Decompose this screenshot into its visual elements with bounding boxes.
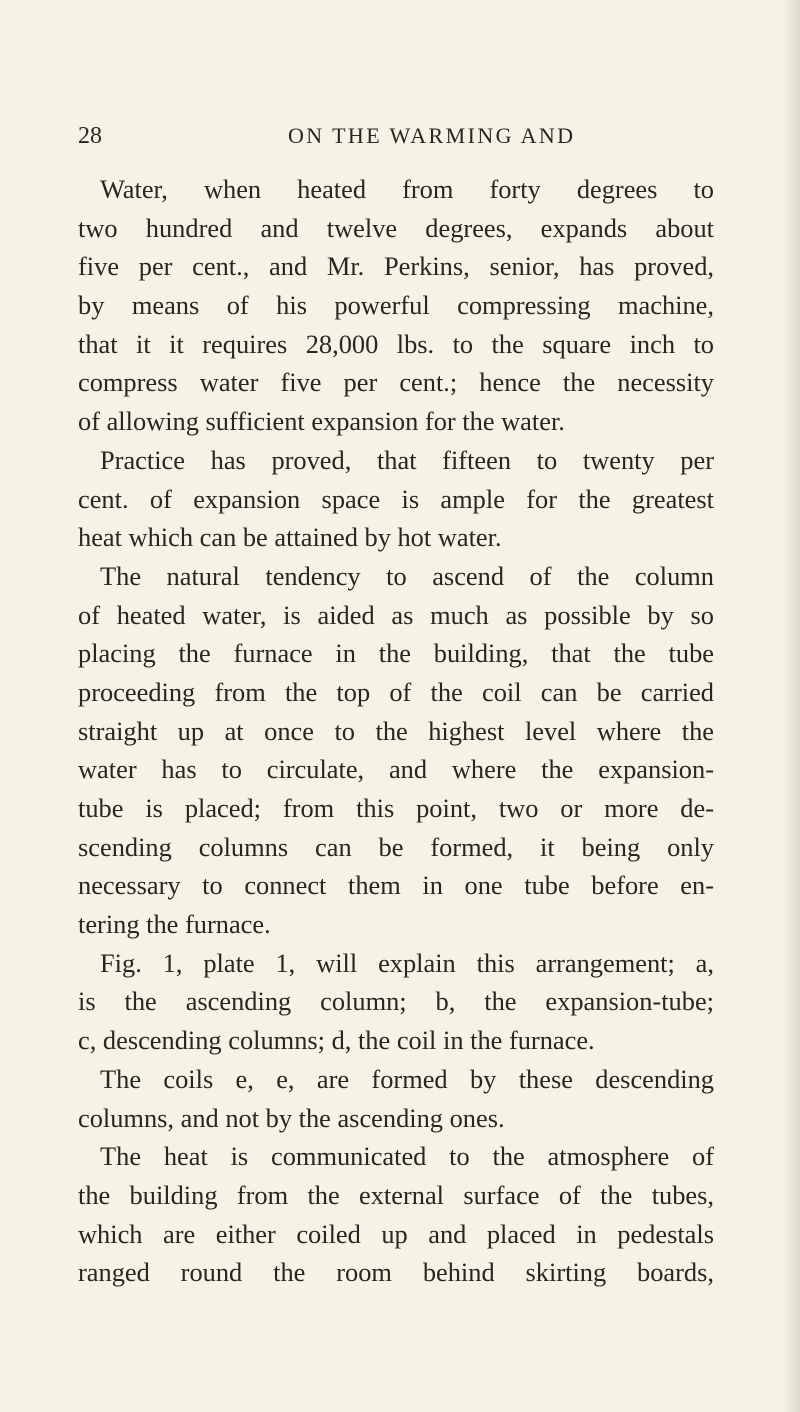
page-number: 28 (78, 123, 102, 149)
text-line: placing the furnace in the building, that the tube (78, 638, 714, 669)
text-line: The coils e, e, are formed by these descending (100, 1063, 714, 1094)
text-line: The natural tendency to ascend of the column (100, 560, 714, 591)
header-title: ON THE WARMING AND (288, 123, 576, 148)
text-line: heat which can be attained by hot water. (78, 522, 502, 553)
text-line: scending columns can be formed, it being only (78, 831, 714, 862)
text-line: compress water five per cent.; hence the necessity (78, 367, 714, 398)
text-line: the building from the external surface of the tubes, (78, 1179, 714, 1210)
text-line: tering the furnace. (78, 909, 271, 940)
page-edge-shadow (782, 0, 800, 1412)
text-line: ranged round the room behind skirting boards, (78, 1257, 714, 1288)
text-line: necessary to connect them in one tube before en- (78, 870, 714, 901)
text-line: proceeding from the top of the coil can be carried (78, 676, 714, 707)
text-line: c, descending columns; d, the coil in the furnace. (78, 1025, 595, 1056)
body-text (78, 170, 714, 1292)
text-line: two hundred and twelve degrees, expands about (78, 212, 714, 243)
text-line: of heated water, is aided as much as possible by so (78, 599, 714, 630)
text-line: tube is placed; from this point, two or more de- (78, 793, 714, 823)
text-line: five per cent., and Mr. Perkins, senior, has proved, (78, 251, 714, 282)
text-line: by means of his powerful compressing machine, (78, 290, 714, 321)
text-line: is the ascending column; b, the expansion-tube; (78, 986, 714, 1017)
text-line: Water, when heated from forty degrees to (100, 174, 714, 204)
running-head (78, 118, 718, 154)
text-line: which are either coiled up and placed in pedestals (78, 1218, 714, 1249)
text-line: of allowing sufficient expansion for the water. (78, 406, 565, 437)
text-line: water has to circulate, and where the expansion- (78, 754, 714, 785)
text-line: The heat is communicated to the atmosphere of (100, 1141, 714, 1172)
text-line: that it it requires 28,000 lbs. to the square inch to (78, 328, 714, 359)
text-line: straight up at once to the highest level where the (78, 715, 714, 746)
text-line: cent. of expansion space is ample for the greatest (78, 483, 714, 514)
text-line: columns, and not by the ascending ones. (78, 1102, 505, 1133)
text-line: Practice has proved, that fifteen to twenty per (100, 444, 714, 475)
text-line: Fig. 1, plate 1, will explain this arrangement; a, (100, 947, 714, 978)
